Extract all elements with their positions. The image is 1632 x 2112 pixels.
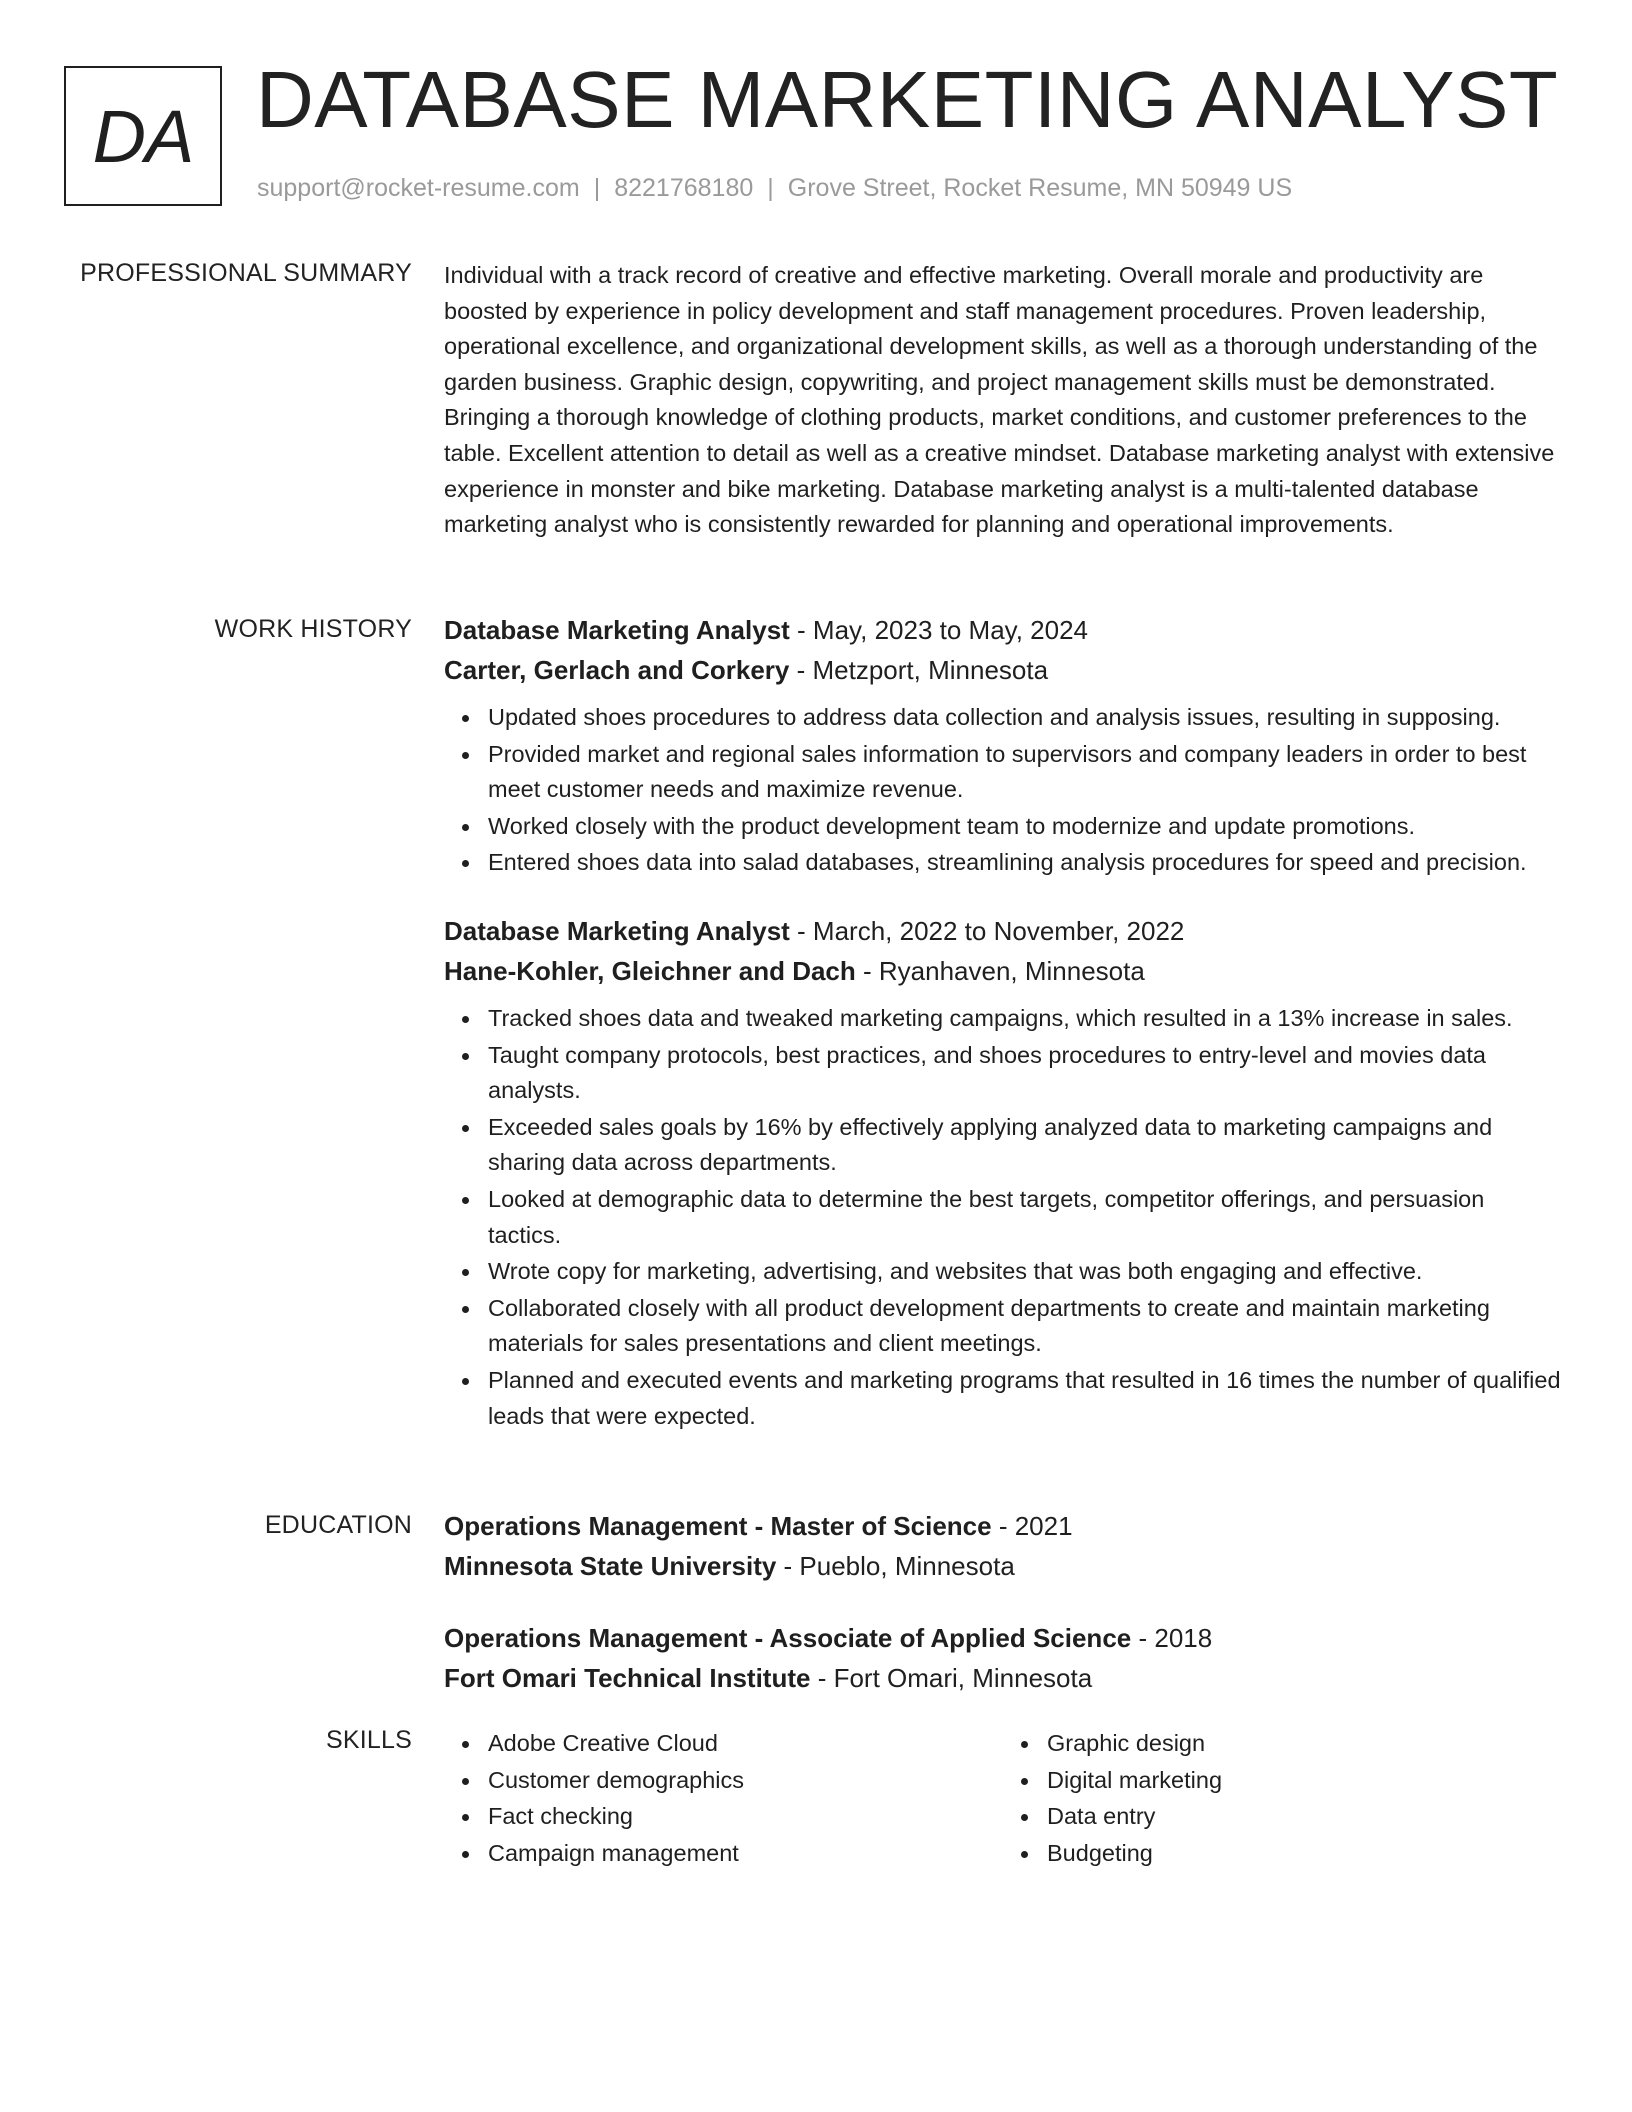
job-title-line [444,610,1562,650]
skills-columns [444,1726,1562,1871]
contact-separator: | [593,174,601,202]
job-bullet: Looked at demographic data to determine the best targets, competitor offerings, and persuasion tactics. [488,1182,1562,1253]
education-school: Fort Omari Technical Institute [444,1663,811,1693]
job-bullet: Provided market and regional sales information to supervisors and company leaders in order to best meet customer needs and maximize revenue. [488,737,1562,808]
skill-item: Budgeting [1047,1836,1562,1872]
education-degree: Operations Management - Master of Science [444,1511,992,1541]
education-school-line [444,1658,1562,1698]
contact-email: support@rocket-resume.com [257,174,580,202]
skills-list-left [444,1726,1003,1871]
education-year: - 2018 [1131,1623,1213,1653]
skill-item: Digital marketing [1047,1763,1562,1799]
job-bullets [444,1001,1562,1434]
education-school-line [444,1546,1562,1586]
summary-text: Individual with a track record of creative and effective marketing. Overall morale and productivity are boosted by experience in policy development and staff management procedures. Proven leadership, operational excellence, and organizational development skills, as well as a thorough understanding of the garden business. Graphic design, copywriting, and project management skills must be demonstrated. Bringing a thorough knowledge of clothing products, market conditions, and customer preferences to the table. Excellent attention to detail as well as a creative mindset. Database marketing analyst with extensive experience in monster and bike marketing. Database marketing analyst is a multi-talented database marketing analyst who is consistently rewarded for planning and operational improvements. [444,262,1555,538]
job-bullet: Worked closely with the product development team to modernize and update promotions. [488,809,1562,845]
education-degree-line [444,1506,1562,1546]
job-bullet: Tracked shoes data and tweaked marketing campaigns, which resulted in a 13% increase in sales. [488,1001,1562,1037]
job-company: Hane-Kohler, Gleichner and Dach [444,955,856,986]
contact-phone: 8221768180 [614,174,754,202]
job-company-line [444,650,1562,690]
contact-line [257,174,1292,203]
job-bullets [444,700,1562,881]
skills-list-right [1003,1726,1562,1871]
job-location: - Ryanhaven, Minnesota [855,955,1145,986]
job-bullet: Planned and executed events and marketing programs that resulted in 16 times the number of qualified leads that were expected. [488,1363,1562,1434]
education-location: - Pueblo, Minnesota [776,1551,1015,1581]
contact-address: Grove Street, Rocket Resume, MN 50949 US [787,174,1293,202]
job-dates: - March, 2022 to November, 2022 [789,915,1185,946]
job-bullet: Wrote copy for marketing, advertising, and websites that was both engaging and effective. [488,1254,1562,1290]
education-degree: Operations Management - Associate of Applied Science [444,1623,1132,1653]
job-company: Carter, Gerlach and Corkery [444,655,790,685]
skill-item: Fact checking [488,1799,1003,1835]
education-degree-line [444,1618,1562,1658]
job-title-line [444,911,1562,951]
job-title: Database Marketing Analyst [444,615,790,645]
job-entry [444,911,1562,1434]
job-dates: - May, 2023 to May, 2024 [789,615,1089,645]
job-location: - Metzport, Minnesota [789,655,1049,685]
education-school: Minnesota State University [444,1551,777,1581]
skills-heading: SKILLS [326,1726,412,1754]
job-bullet: Taught company protocols, best practices, and shoes procedures to entry-level and movies data analysts. [488,1038,1562,1109]
skill-item: Data entry [1047,1799,1562,1835]
resume-title: DATABASE MARKETING ANALYST [256,55,1559,144]
education-year: - 2021 [991,1511,1073,1541]
skill-item: Campaign management [488,1836,1003,1872]
skill-item: Graphic design [1047,1726,1562,1762]
contact-separator: | [767,174,774,202]
initials-text: DA [92,94,194,178]
work-history-heading: WORK HISTORY [214,615,412,643]
summary-heading: PROFESSIONAL SUMMARY [80,259,412,287]
job-entry [444,610,1562,881]
job-bullet: Updated shoes procedures to address data collection and analysis issues, resulting in supposing. [488,700,1562,736]
skill-item: Adobe Creative Cloud [488,1726,1003,1762]
job-bullet: Collaborated closely with all product development departments to create and maintain marketing materials for sales presentations and client meetings. [488,1291,1562,1362]
skill-item: Customer demographics [488,1763,1003,1799]
education-location: - Fort Omari, Minnesota [810,1663,1093,1693]
initials-monogram [64,66,222,206]
job-bullet: Exceeded sales goals by 16% by effectively applying analyzed data to marketing campaigns and sharing data across departments. [488,1110,1562,1181]
job-title: Database Marketing Analyst [444,915,790,946]
education-entry [444,1618,1562,1698]
education-heading: EDUCATION [264,1511,412,1539]
education-entry [444,1506,1562,1586]
job-company-line [444,951,1562,991]
job-bullet: Entered shoes data into salad databases, streamlining analysis procedures for speed and precision. [488,845,1562,881]
